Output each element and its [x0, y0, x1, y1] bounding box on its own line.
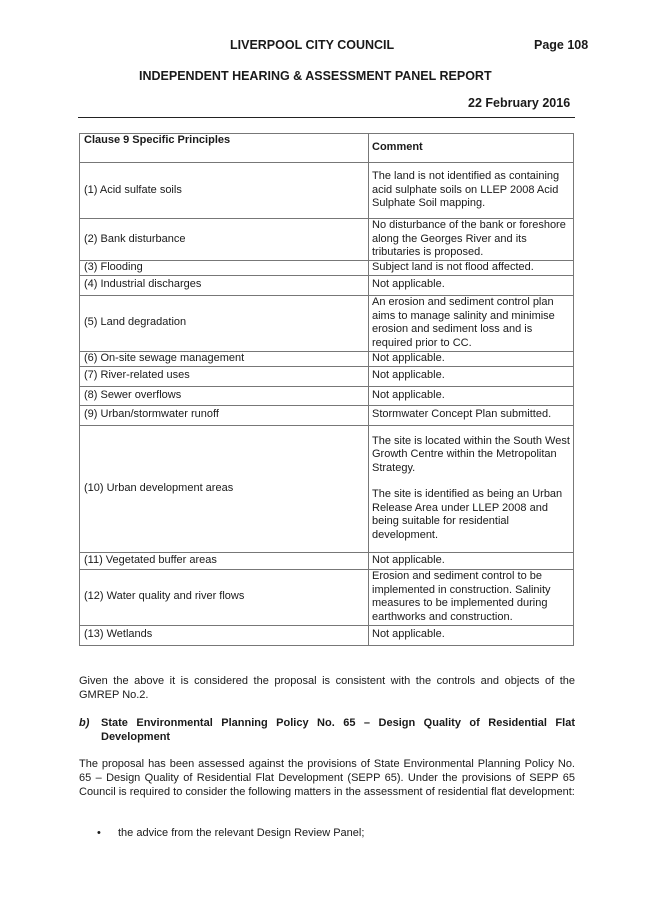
header-report-title: INDEPENDENT HEARING & ASSESSMENT PANEL REPORT	[139, 69, 492, 83]
principle-cell: (11) Vegetated buffer areas	[80, 552, 369, 569]
principle-cell: (9) Urban/stormwater runoff	[80, 405, 369, 425]
table-row	[80, 295, 574, 351]
header-council: LIVERPOOL CITY COUNCIL	[230, 38, 395, 52]
bullet-text: the advice from the relevant Design Review Panel;	[118, 827, 365, 839]
comment-text: Not applicable.	[372, 278, 445, 291]
section-b-letter: b)	[79, 717, 90, 729]
comment-text: No disturbance of the bank or foreshore along the Georges River and its tributaries is proposed.	[372, 219, 566, 259]
table-row	[80, 552, 574, 569]
table-row	[80, 405, 574, 425]
comment-text: Not applicable.	[372, 553, 445, 566]
header-page-number: Page 108	[534, 38, 589, 52]
table-row	[80, 386, 574, 405]
comment-cell	[369, 366, 574, 386]
comment-cell	[369, 552, 574, 569]
comment-cell	[369, 386, 574, 405]
comment-cell	[369, 295, 574, 351]
table-row	[80, 569, 574, 625]
table-row	[80, 261, 574, 276]
comment-cell	[369, 219, 574, 261]
comment-cell	[369, 351, 574, 366]
table-row	[80, 163, 574, 219]
comment-cell	[369, 275, 574, 295]
table-row	[80, 275, 574, 295]
table-header-principles: Clause 9 Specific Principles	[80, 134, 369, 163]
principle-cell: (3) Flooding	[80, 261, 369, 276]
principle-cell: (1) Acid sulfate soils	[80, 163, 369, 219]
comment-text: Not applicable.	[372, 351, 445, 364]
table-row	[80, 625, 574, 645]
comment-cell	[369, 625, 574, 645]
table-row	[80, 219, 574, 261]
comment-text: The land is not identified as containing acid sulphate soils on LLEP 2008 Acid Sulphate Soil mapping.	[372, 170, 560, 210]
table-row	[80, 351, 574, 366]
bullet-item	[97, 827, 364, 839]
comment-cell	[369, 425, 574, 552]
conclusion-paragraph: Given the above it is considered the proposal is consistent with the controls and objects of the GMREP No.2.	[79, 675, 575, 701]
principle-cell: (8) Sewer overflows	[80, 386, 369, 405]
sepp-paragraph: The proposal has been assessed against the provisions of State Environmental Planning Policy No. 65 – Design Quality of Residential Flat Development (SEPP 65). Under the provisions of SEPP 65 Council is required to consider the following matters in the assessment of residential flat development:	[79, 758, 575, 798]
principle-cell: (5) Land degradation	[80, 295, 369, 351]
principle-cell: (6) On-site sewage management	[80, 351, 369, 366]
header-divider	[78, 117, 575, 118]
bullet-marker: •	[97, 827, 101, 839]
principle-cell: (2) Bank disturbance	[80, 219, 369, 261]
table-row	[80, 425, 574, 552]
principles-table	[79, 133, 574, 646]
comment-text: Not applicable.	[372, 388, 445, 401]
principle-cell: (10) Urban development areas	[80, 425, 369, 552]
comment-cell	[369, 163, 574, 219]
header-date: 22 February 2016	[468, 96, 571, 110]
section-b-heading	[79, 716, 575, 744]
comment-cell	[369, 405, 574, 425]
principle-cell: (13) Wetlands	[80, 625, 369, 645]
comment-text: The site is identified as being an Urban Release Area under LLEP 2008 and being suitable for residential development.	[372, 488, 563, 542]
comment-text: Stormwater Concept Plan submitted.	[372, 408, 552, 421]
principle-cell: (12) Water quality and river flows	[80, 569, 369, 625]
table-header-comment: Comment	[369, 134, 574, 163]
table-header-row	[80, 134, 574, 163]
comment-text: Not applicable.	[372, 369, 445, 382]
table-row	[80, 366, 574, 386]
comment-text: Subject land is not flood affected.	[372, 261, 534, 273]
comment-cell	[369, 261, 574, 276]
section-b-title: State Environmental Planning Policy No. 65 – Design Quality of Residential Flat Development	[101, 717, 575, 743]
comment-cell	[369, 569, 574, 625]
comment-text: An erosion and sediment control plan aims to manage salinity and minimise erosion and sediment loss and is required prior to CC.	[372, 295, 555, 349]
comment-text: Not applicable.	[372, 628, 445, 641]
principle-cell: (4) Industrial discharges	[80, 275, 369, 295]
comment-text: Erosion and sediment control to be implemented in construction. Salinity measures to be implemented during earthworks and construction.	[372, 569, 551, 623]
principle-cell: (7) River-related uses	[80, 366, 369, 386]
comment-text: The site is located within the South West Growth Centre within the Metropolitan Strategy.	[372, 434, 570, 474]
